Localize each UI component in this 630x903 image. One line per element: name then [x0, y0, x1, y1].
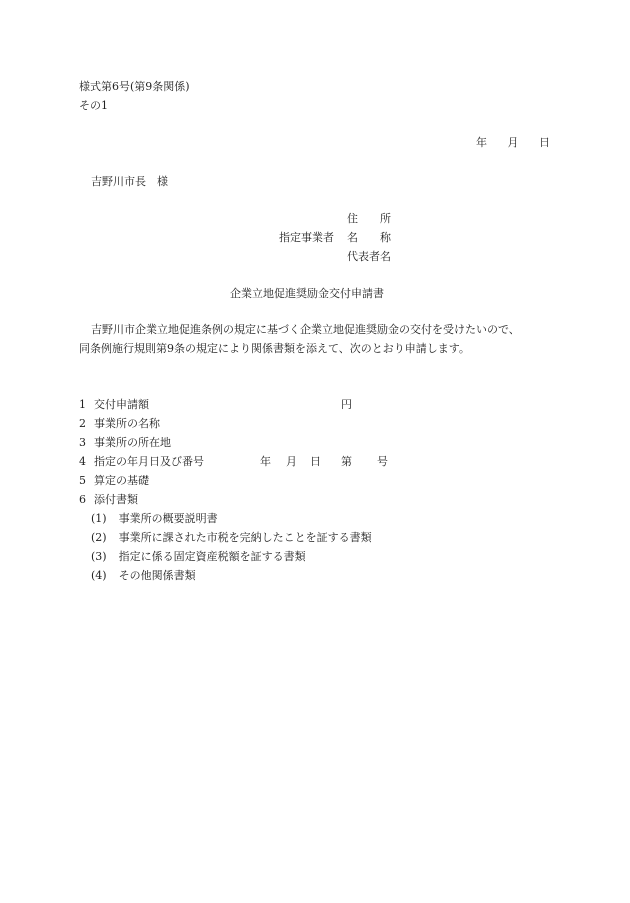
- item-1: 1 交付申請額: [79, 398, 149, 411]
- item4-number-suffix: 号: [377, 455, 388, 468]
- name-label: 名 称: [347, 231, 391, 244]
- date-line: [476, 136, 550, 150]
- representative-label: 代表者名: [347, 250, 391, 263]
- applicant-label: 指定事業者: [279, 231, 334, 244]
- item-4: 4 指定の年月日及び番号: [79, 455, 204, 468]
- attachment-2: (2) 事業所に課された市税を完納したことを証する書類: [91, 531, 372, 544]
- item-2: 2 事業所の名称: [79, 417, 160, 430]
- attachment-1: (1) 事業所の概要説明書: [91, 512, 218, 525]
- item-5: 5 算定の基礎: [79, 474, 149, 487]
- addressee: 吉野川市長 様: [91, 175, 168, 188]
- body-line-1: 吉野川市企業立地促進条例の規定に基づく企業立地促進奨励金の交付を受けたいので、: [91, 323, 520, 336]
- item-3: 3 事業所の所在地: [79, 436, 171, 449]
- item4-day: 日: [310, 455, 321, 468]
- item-6: 6 添付書類: [79, 493, 138, 506]
- item4-month: 月: [286, 455, 297, 468]
- date-day: 日: [539, 136, 550, 149]
- date-month: 月: [507, 136, 519, 149]
- form-sub-number: その1: [79, 99, 108, 112]
- attachment-3: (3) 指定に係る固定資産税額を証する書類: [91, 550, 306, 563]
- address-label: 住 所: [347, 212, 391, 225]
- attachment-4: (4) その他関係書類: [91, 569, 196, 582]
- item4-number-prefix: 第: [341, 455, 352, 468]
- amount-unit: 円: [341, 398, 352, 411]
- body-line-2: 同条例施行規則第9条の規定により関係書類を添えて、次のとおり申請します。: [79, 342, 470, 355]
- item4-year: 年: [260, 455, 271, 468]
- form-number: 様式第6号(第9条関係): [79, 80, 190, 93]
- document-title: 企業立地促進奨励金交付申請書: [230, 287, 384, 300]
- date-year: 年: [476, 136, 487, 149]
